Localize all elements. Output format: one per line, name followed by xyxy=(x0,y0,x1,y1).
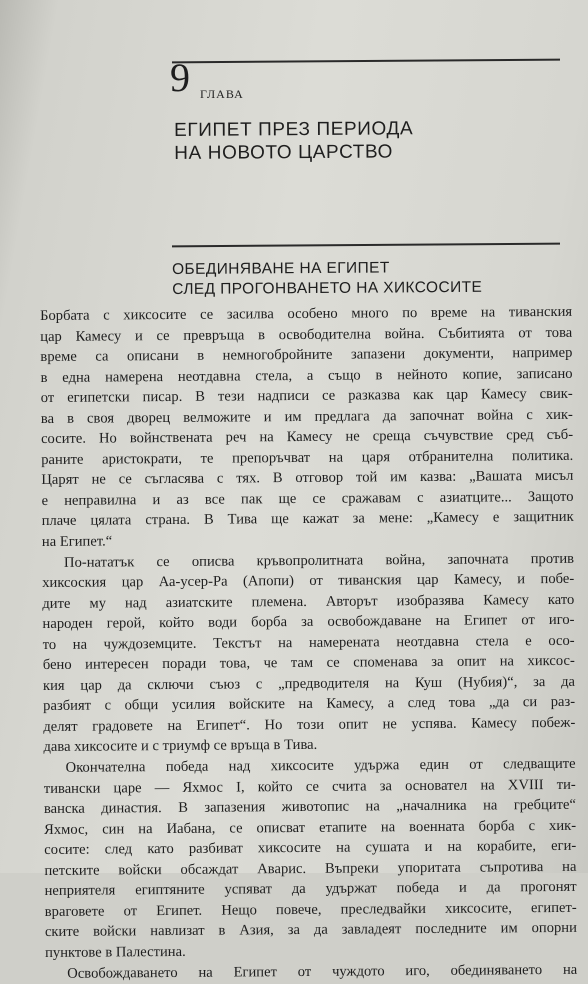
text-line: ва в своя дворец велможите и им предлага да започнат война с хик- xyxy=(40,406,573,427)
text-line: дите му над азиатските племена. Авторът изобразява Камесу като xyxy=(42,591,575,612)
text-line: време са описани в немногобройните запазени документи, например xyxy=(40,344,573,366)
text-line: плаче цялата страна. В Тива ще кажат за мене: „Камесу е защитник xyxy=(41,509,574,530)
text-line: в една намерена неотдавна стела, а също в нейното копие, записано xyxy=(40,365,573,386)
section-rule xyxy=(172,243,560,248)
text-line: разбият с общи усилия войските на Камесу, а след това „да си раз- xyxy=(43,694,576,715)
text-line: бено интересен поради това, че там се споменава за опит на хиксос- xyxy=(42,653,575,674)
text-line: е неправилна и аз все пак ще се сражавам с азиатците... Защото xyxy=(41,488,574,509)
chapter-label: ГЛАВА xyxy=(200,87,244,101)
chapter-title-line: ЕГИПЕТ ПРЕЗ ПЕРИОДА xyxy=(174,118,414,141)
text-line: Яхмос, син на Иабана, се описват етапите на военната борба с хик- xyxy=(44,817,577,838)
chapter-number: 9 xyxy=(170,55,190,100)
section-title xyxy=(172,258,482,300)
text-line: на Египет.“ xyxy=(41,533,113,551)
chapter-title-line: НА НОВОТО ЦАРСТВО xyxy=(174,141,394,164)
text-line: Окончателна победа над хиксосите удържа един от следващите xyxy=(65,755,576,776)
text-line: делят градовете на Египет“. Но този опит не успява. Камесу побеж- xyxy=(43,714,576,735)
text-line: то на чуждоземците. Текстът на намерената неотдавна стела е осо- xyxy=(42,632,575,653)
text-line: сосите: след като разбиват хиксосите на сушата и на корабите, еги- xyxy=(44,838,577,859)
text-line: неприятеля египтяните успяват да удържат победа и да прогонят xyxy=(44,879,577,900)
paragraph xyxy=(40,302,574,553)
text-line: ските войски навлизат в Азия, за да завладеят последните им опорни xyxy=(44,920,577,941)
body-text xyxy=(40,302,577,984)
text-line: тивански царе — Яхмос I, който се счита за основател на XVIII ти- xyxy=(43,776,576,797)
chapter-title xyxy=(174,117,413,165)
text-line: цар Камесу и се превръща в освободителна война. Събитията от това xyxy=(40,324,573,345)
text-line: сосите. Но войнствената реч на Камесу не среща съчувствие сред съб- xyxy=(40,427,574,448)
text-line: дава хиксосите и с триумф се връща в Тива. xyxy=(43,737,318,756)
text-line: пунктове в Палестина. xyxy=(45,943,186,961)
text-line: Освобождаването на Египет от чуждото иго, обединяването на xyxy=(67,961,578,982)
paragraph xyxy=(42,548,576,758)
section-title-line: СЛЕД ПРОГОНВАНЕТО НА ХИКСОСИТЕ xyxy=(172,278,483,298)
text-line: от египетски писар. В тези надписи се разказва как цар Камесу свик- xyxy=(40,386,573,407)
text-line: ванска династия. В запазения животопис на „началника на гребците“ xyxy=(43,796,576,818)
text-line: раните аристократи, те препоръчват на царя отбранителна политика. xyxy=(41,447,574,468)
top-rule xyxy=(172,59,560,64)
text-line: Царят не се съгласява с тях. В отговор той им казва: „Вашата мисъл xyxy=(41,468,574,489)
text-line: кия цар да сключи съюз с „предводителя на Куш (Нубия)“, за да xyxy=(42,673,576,694)
text-line: Борбата с хиксосите се засилва особено много по време на тиванския xyxy=(40,303,573,324)
text-line: По-нататък се описва кръвопролитната война, започната против xyxy=(63,550,575,571)
text-line: враговете от Египет. Нещо повече, преследвайки хиксосите, египет- xyxy=(44,899,577,920)
paragraph xyxy=(44,754,578,964)
text-line: народен герой, който води борба за освобождаване на Египет от иго- xyxy=(42,612,575,633)
paragraph xyxy=(45,959,577,984)
text-line: петските войски обсаждат Аварис. Въпреки упоритата съпротива на xyxy=(44,858,577,879)
section-title-line: ОБЕДИНЯВАНЕ НА ЕГИПЕТ xyxy=(172,259,390,278)
text-line: хиксоския цар Аа-усер-Ра (Апопи) от тиванския цар Камесу, и побе- xyxy=(42,570,575,592)
